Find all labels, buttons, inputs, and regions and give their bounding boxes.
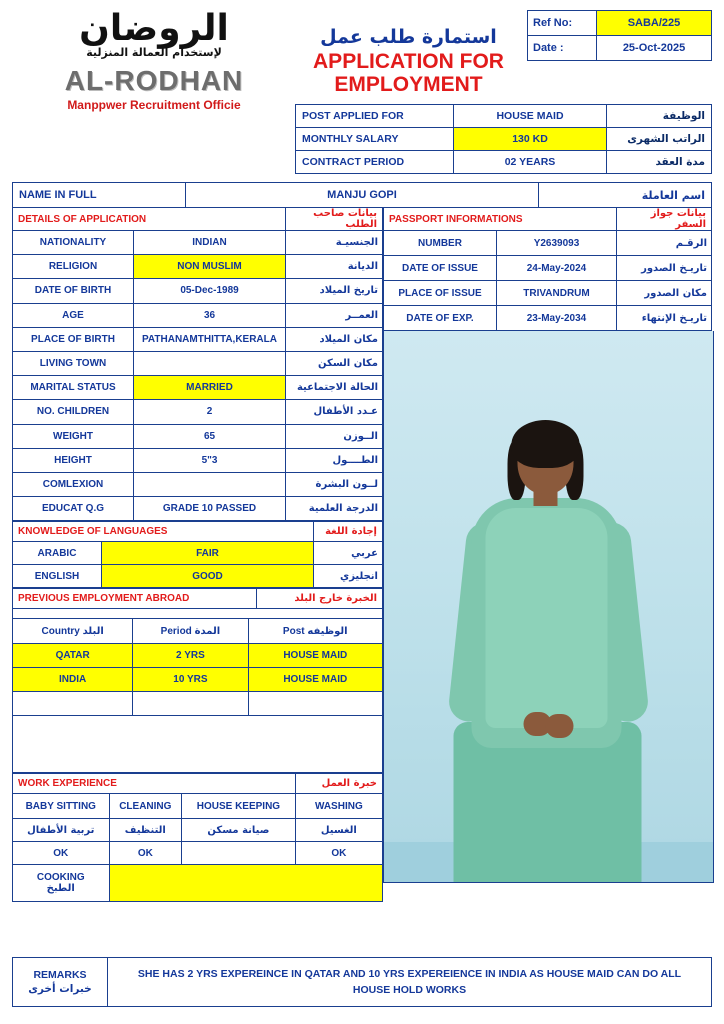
left-column bbox=[12, 207, 383, 902]
passport-number-arabic: الرقـم bbox=[617, 231, 712, 256]
ref-no-row bbox=[528, 11, 712, 36]
employment-period-header-ar: المدة bbox=[194, 625, 221, 637]
table-row bbox=[384, 231, 712, 256]
table-row bbox=[13, 255, 383, 279]
marital-status-value: MARRIED bbox=[134, 376, 286, 400]
table-row bbox=[13, 565, 383, 588]
complexion-label: COMLEXION bbox=[13, 472, 134, 496]
employment-country-header-en: Country bbox=[41, 625, 80, 637]
education-label: EDUCAT Q.G bbox=[13, 497, 134, 521]
work-header-washing-ar: الغسيل bbox=[295, 819, 382, 842]
table-row bbox=[13, 231, 383, 255]
company-logo bbox=[12, 10, 290, 112]
passport-expiry-label: DATE OF EXP. bbox=[384, 306, 497, 331]
english-lang-arabic: انجليزي bbox=[314, 565, 383, 588]
photo-shawl bbox=[485, 508, 607, 728]
place-of-birth-label: PLACE OF BIRTH bbox=[13, 327, 134, 351]
passport-number-value: Y2639093 bbox=[497, 231, 617, 256]
contract-label: CONTRACT PERIOD bbox=[296, 151, 454, 174]
employment-country-2 bbox=[13, 692, 133, 716]
living-town-label: LIVING TOWN bbox=[13, 351, 134, 375]
work-title-en: WORK EXPERIENCE bbox=[13, 774, 296, 794]
work-header-baby-sitting: BABY SITTING bbox=[13, 794, 110, 819]
cooking-label bbox=[13, 865, 110, 902]
post-label: POST APPLIED FOR bbox=[296, 105, 454, 128]
height-value: 5"3 bbox=[134, 448, 286, 472]
photo-person bbox=[441, 422, 656, 882]
date-value: 25-Oct-2025 bbox=[597, 36, 712, 61]
place-of-birth-arabic: مكان الميلاد bbox=[286, 327, 383, 351]
contract-value: 02 YEARS bbox=[454, 151, 607, 174]
employment-empty-space bbox=[12, 716, 383, 773]
employment-country-0: QATAR bbox=[13, 644, 133, 668]
form-title-english bbox=[290, 50, 527, 96]
post-applied-table bbox=[295, 104, 712, 174]
post-value: HOUSE MAID bbox=[454, 105, 607, 128]
work-header-house-keeping-ar: صيانة مسكن bbox=[182, 819, 296, 842]
work-value-washing: OK bbox=[295, 842, 382, 865]
ref-no-value: SABA/225 bbox=[597, 11, 712, 36]
employment-post-header-en: Post bbox=[282, 625, 305, 637]
children-label: NO. CHILDREN bbox=[13, 400, 134, 424]
passport-title-ar: بيانات جواز السفر bbox=[617, 208, 712, 231]
employment-section bbox=[12, 588, 383, 609]
dob-arabic: تاريخ الميلاد bbox=[286, 279, 383, 303]
passport-issue-date-value: 24-May-2024 bbox=[497, 256, 617, 281]
logo-arabic-subtitle: لإستخدام العمالة المنزلية bbox=[86, 46, 222, 59]
weight-value: 65 bbox=[134, 424, 286, 448]
name-label: NAME IN FULL bbox=[13, 183, 186, 208]
cooking-label-ar: الطبخ bbox=[46, 883, 75, 895]
passport-issue-place-value: TRIVANDRUM bbox=[497, 281, 617, 306]
languages-title-en: KNOWLEDGE OF LANGUAGES bbox=[13, 522, 314, 542]
remarks-text: SHE HAS 2 YRS EXPEREINCE IN QATAR AND 10 YRS EXPEREIENCE IN INDIA AS HOUSE MAID CAN DO ALL HOUSE HOLD WORKS bbox=[108, 958, 712, 1007]
nationality-label: NATIONALITY bbox=[13, 231, 134, 255]
work-value-baby-sitting: OK bbox=[13, 842, 110, 865]
table-row bbox=[13, 497, 383, 521]
table-row bbox=[13, 376, 383, 400]
religion-label: RELIGION bbox=[13, 255, 134, 279]
ref-no-label: Ref No: bbox=[528, 11, 597, 36]
arabic-lang-value: FAIR bbox=[102, 542, 314, 565]
table-row bbox=[13, 472, 383, 496]
table-row bbox=[13, 448, 383, 472]
logo-arabic-text: الروضان bbox=[79, 8, 229, 49]
cooking-row bbox=[13, 865, 383, 902]
passport-expiry-value: 23-May-2034 bbox=[497, 306, 617, 331]
details-section-header bbox=[13, 208, 383, 231]
complexion-arabic: لــون البشرة bbox=[286, 472, 383, 496]
work-section-header bbox=[13, 774, 383, 794]
nationality-value: INDIAN bbox=[134, 231, 286, 255]
work-values bbox=[13, 842, 383, 865]
table-row bbox=[13, 279, 383, 303]
work-header-baby-sitting-ar: تربية الأطفال bbox=[13, 819, 110, 842]
employment-period-1: 10 YRS bbox=[133, 668, 248, 692]
table-row bbox=[13, 668, 383, 692]
employment-post-1: HOUSE MAID bbox=[248, 668, 382, 692]
passport-number-label: NUMBER bbox=[384, 231, 497, 256]
languages-section bbox=[12, 521, 383, 588]
passport-issue-date-label: DATE OF ISSUE bbox=[384, 256, 497, 281]
logo-english-text: AL-RODHAN bbox=[64, 65, 244, 96]
work-header-cleaning: CLEANING bbox=[109, 794, 182, 819]
table-row bbox=[384, 281, 712, 306]
religion-value: NON MUSLIM bbox=[134, 255, 286, 279]
age-label: AGE bbox=[13, 303, 134, 327]
table-row bbox=[13, 351, 383, 375]
right-column bbox=[383, 207, 712, 883]
employment-title-ar: الخبرة خارج البلد bbox=[257, 589, 383, 609]
employment-table-header bbox=[13, 619, 383, 644]
dob-label: DATE OF BIRTH bbox=[13, 279, 134, 303]
work-header-cleaning-ar: التنظيف bbox=[109, 819, 182, 842]
employment-period-header bbox=[133, 619, 248, 644]
salary-value: 130 KD bbox=[454, 128, 607, 151]
children-arabic: عـدد الأطفال bbox=[286, 400, 383, 424]
post-arabic: الوظيفة bbox=[607, 105, 712, 128]
employment-table bbox=[12, 618, 383, 716]
post-row bbox=[296, 105, 712, 128]
religion-arabic: الديانة bbox=[286, 255, 383, 279]
education-value: GRADE 10 PASSED bbox=[134, 497, 286, 521]
work-value-cleaning: OK bbox=[109, 842, 182, 865]
reference-box bbox=[527, 10, 712, 61]
complexion-value bbox=[134, 472, 286, 496]
photo-hand-right bbox=[545, 714, 573, 738]
passport-title-en: PASSPORT INFORMATIONS bbox=[384, 208, 617, 231]
cooking-label-en: COOKING bbox=[36, 872, 85, 884]
table-row bbox=[13, 644, 383, 668]
form-header bbox=[12, 8, 712, 112]
details-section bbox=[12, 207, 383, 521]
living-town-value bbox=[134, 351, 286, 375]
employment-country-header bbox=[13, 619, 133, 644]
age-value: 36 bbox=[134, 303, 286, 327]
form-title-line2: EMPLOYMENT bbox=[334, 73, 483, 96]
work-headers-en bbox=[13, 794, 383, 819]
passport-section-header bbox=[384, 208, 712, 231]
work-title-ar: خبرة العمل bbox=[295, 774, 382, 794]
passport-issue-place-label: PLACE OF ISSUE bbox=[384, 281, 497, 306]
table-row bbox=[13, 692, 383, 716]
table-row bbox=[384, 306, 712, 331]
employment-period-0: 2 YRS bbox=[133, 644, 248, 668]
salary-label: MONTHLY SALARY bbox=[296, 128, 454, 151]
work-header-washing: WASHING bbox=[295, 794, 382, 819]
date-label: Date : bbox=[528, 36, 597, 61]
work-headers-ar bbox=[13, 819, 383, 842]
employment-post-2 bbox=[248, 692, 382, 716]
logo-english-subtitle: Manppwer Recruitment Officie bbox=[67, 98, 241, 112]
place-of-birth-value: PATHANAMTHITTA,KERALA bbox=[134, 327, 286, 351]
name-value: MANJU GOPI bbox=[186, 183, 539, 208]
english-lang-label: ENGLISH bbox=[13, 565, 102, 588]
employment-title-en: PREVIOUS EMPLOYMENT ABROAD bbox=[13, 589, 257, 609]
name-row bbox=[12, 182, 712, 208]
salary-row bbox=[296, 128, 712, 151]
employment-post-header bbox=[248, 619, 382, 644]
employment-period-2 bbox=[133, 692, 248, 716]
work-section bbox=[12, 773, 383, 902]
photo-hair bbox=[511, 420, 579, 468]
remarks-label bbox=[13, 958, 108, 1007]
passport-issue-date-arabic: تاريـخ الصدور bbox=[617, 256, 712, 281]
table-row bbox=[13, 424, 383, 448]
form-title-line1: APPLICATION FOR bbox=[313, 50, 504, 73]
weight-arabic: الــوزن bbox=[286, 424, 383, 448]
age-arabic: العمــر bbox=[286, 303, 383, 327]
work-header-house-keeping: HOUSE KEEPING bbox=[182, 794, 296, 819]
dob-value: 05-Dec-1989 bbox=[134, 279, 286, 303]
employment-post-header-ar: الوظيفه bbox=[307, 625, 348, 637]
table-row bbox=[13, 303, 383, 327]
applicant-photo bbox=[383, 331, 714, 883]
employment-section-header bbox=[13, 589, 383, 609]
height-label: HEIGHT bbox=[13, 448, 134, 472]
table-row bbox=[13, 327, 383, 351]
passport-expiry-arabic: تاريـخ الإنتهاء bbox=[617, 306, 712, 331]
passport-section bbox=[383, 207, 712, 331]
marital-status-arabic: الحالة الاجتماعية bbox=[286, 376, 383, 400]
employment-country-header-ar: البلد bbox=[82, 625, 104, 637]
education-arabic: الدرجة العلمية bbox=[286, 497, 383, 521]
form-title bbox=[290, 10, 527, 96]
table-row bbox=[384, 256, 712, 281]
passport-issue-place-arabic: مكان الصدور bbox=[617, 281, 712, 306]
name-arabic: اسم العاملة bbox=[539, 183, 712, 208]
cooking-value bbox=[109, 865, 382, 902]
remarks-label-ar: خبرات أخرى bbox=[28, 983, 92, 995]
remarks-label-en: REMARKS bbox=[33, 969, 87, 981]
employment-post-0: HOUSE MAID bbox=[248, 644, 382, 668]
english-lang-value: GOOD bbox=[102, 565, 314, 588]
table-row bbox=[13, 542, 383, 565]
employment-period-header-en: Period bbox=[160, 625, 192, 637]
remarks-section bbox=[12, 957, 712, 1007]
languages-title-ar: إجادة اللغة bbox=[314, 522, 383, 542]
contract-row bbox=[296, 151, 712, 174]
arabic-lang-label: ARABIC bbox=[13, 542, 102, 565]
arabic-lang-arabic: عربي bbox=[314, 542, 383, 565]
height-arabic: الطــــول bbox=[286, 448, 383, 472]
nationality-arabic: الجنسيـة bbox=[286, 231, 383, 255]
weight-label: WEIGHT bbox=[13, 424, 134, 448]
children-value: 2 bbox=[134, 400, 286, 424]
marital-status-label: MARITAL STATUS bbox=[13, 376, 134, 400]
languages-section-header bbox=[13, 522, 383, 542]
work-value-house-keeping bbox=[182, 842, 296, 865]
date-row bbox=[528, 36, 712, 61]
form-title-arabic: استمارة طلب عمل bbox=[320, 26, 497, 48]
contract-arabic: مدة العقد bbox=[607, 151, 712, 174]
details-title-ar: بيانات صاحب الطلب bbox=[286, 208, 383, 231]
details-title-en: DETAILS OF APPLICATION bbox=[13, 208, 286, 231]
table-row bbox=[13, 400, 383, 424]
salary-arabic: الراتب الشهرى bbox=[607, 128, 712, 151]
living-town-arabic: مكان السكن bbox=[286, 351, 383, 375]
employment-country-1: INDIA bbox=[13, 668, 133, 692]
